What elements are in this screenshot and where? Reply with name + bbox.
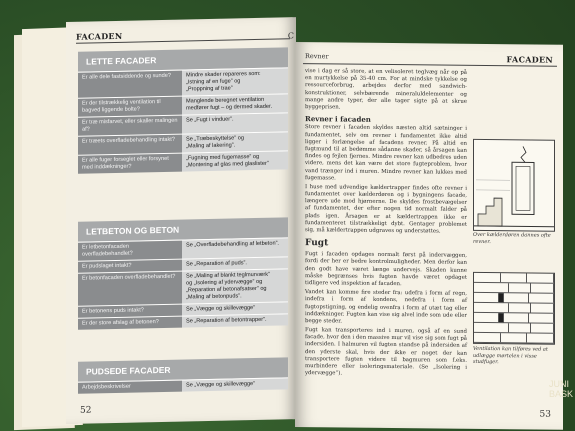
background-text: JUNI BASK [549, 379, 574, 399]
paragraph: I huse med udvendige kældertrapper findes ofte revner i fundamentet over kælderdøren og i bygningens facade, længere ude mod hjørnerne. De skyldes frostbevægelser af fundamentet, der efter nogen tid normalt falder på plads igen. Årsagen er at kældertrappen ikke er fundamenteret tilstrækkeligt dybt. Gentager problemet sig, må kældertrappen udgraves og understøttes. [305, 184, 467, 235]
question-cell: Er træ misfarvet, eller skaller malingen af? [78, 115, 182, 135]
answer-line: Se „Maling af blankt teglmurværk” [186, 271, 270, 280]
text-column [305, 68, 467, 381]
question-cell: Er der store afslag af betonen? [78, 316, 182, 329]
heading-revner: Revner i facaden [305, 114, 371, 124]
answer-line: Se „Reparation af puds”. [186, 260, 247, 268]
answer-cell [182, 132, 288, 152]
answer-cell [182, 302, 288, 315]
intro-paragraph: vise i dag er så store, at en velisoleret teglvæg når op på en murtykkelse på 35-40 cm. For at mindske tykkelse og ressourceforbrug, arbejdes derfor med sandwich-konstruktioner, selvbærende mineraluldelementer og mange andre typer, der alle tager sigte på at skrue byggeprisen. [305, 68, 467, 111]
answer-line: Se „Fugt i vinduer”. [186, 116, 234, 124]
table-body [78, 67, 288, 173]
right-page [295, 42, 563, 430]
answer-cell [182, 113, 288, 133]
answer-line: Se „Træbeskyttelse” og [186, 135, 244, 143]
answer-line: Se „Overfladebehandling af letbeton”. [186, 240, 279, 249]
table-title: PUDSEDE FACADER [78, 357, 288, 381]
basement-door-illustration [473, 139, 555, 232]
question-cell: Er alle fuger forseglet eller forsynet med inddækninger? [78, 153, 182, 173]
answer-line: „Montering af glas med glaslister” [186, 160, 269, 169]
table-title: LETTE FACADER [78, 47, 288, 71]
answer-cell [182, 269, 288, 303]
brick-wall-illustration [473, 272, 555, 345]
answer-cell [182, 238, 288, 258]
answer-line: „Istning af en fuge” og [186, 78, 241, 86]
table-letbeton [78, 217, 288, 329]
left-page-header-fragment: C [287, 31, 294, 41]
answer-line: Se „Reparation af betontrapper”. [186, 316, 267, 325]
answer-line: „Maling af betonpuds”. [186, 293, 242, 301]
answer-line: og „Isolering af ydervægge” og [186, 278, 263, 287]
paragraph: Vandet kan komme fire steder fra: udefra i form af regn, indefra i form af kondens, nedefra i form af fugtopstigning, og endelig ovenfra i form af utæt tag eller inddækninger. Fugten kan vise sig alvel inde som ude eller begge steder. [305, 289, 467, 325]
question-cell: Er der tilstrækkelig ventilation til bagved liggende bolte? [78, 97, 182, 117]
question-cell: Er letbetonfacaden overfladebehandlet? [78, 241, 182, 261]
question-cell: Arbejdsbeskrivelser [78, 381, 182, 394]
answer-line: Se „Vægge og skillevægge” [186, 304, 256, 313]
question-cell: Er pudslaget intakt? [78, 260, 182, 273]
answer-cell [182, 151, 288, 171]
question-cell: Er betonfacaden overfladebehandlet? [78, 272, 182, 306]
table-lette-facader [78, 47, 288, 173]
open-book [28, 10, 558, 430]
answer-cell [182, 257, 288, 270]
page-number: 53 [539, 409, 551, 420]
answer-cell [182, 378, 288, 391]
paragraph: Store revner i facaden skyldes næsten altid sætninger i fundamentet, selv om revner i fundamentet ikke altid ligger i forlængelse af facadens revner. På altid en fugtmund til at bedømme sådanne skader, så årsagen kan findes og fejlen fjernes. Mindre revner kan udbedres uden videre, mens det kan være det store fugteproblem, hvor vand trænger ind i muren. Mindre revner kan lukkes med fugemasse. [305, 124, 467, 182]
question-cell: Er alle dele fastsiddende og sunde? [78, 71, 182, 98]
table-row [78, 67, 288, 97]
left-page-header: FACADEN [76, 30, 123, 42]
figure-caption: Ventilation kan tilføres ved at udlægge mørtelen i visse studfuger. [473, 345, 548, 366]
heading-fugt: Fugt [305, 238, 329, 249]
table-body [78, 237, 288, 329]
question-cell: Er træets overfladebehandling intakt? [78, 134, 182, 154]
left-page [66, 17, 296, 424]
table-pudsede [78, 357, 288, 393]
answer-line: „Reparation af betonafsatser” og [186, 285, 267, 294]
paragraph: Fugt kan transporteres ind i muren, også af en sund facade, hvor den i den massive mur vil vise sig som fugt på indersiden. I halmuren vil fugten standse på indersiden af den yderste skal, hvis der ikke er noget der kan transportere fugten videre til bagmuren som f.eks. murbindere eller isoleringsmateriale. (Se „Isolering i ydervægge”). [305, 327, 467, 377]
answer-line: „Maling af lakering”. [186, 142, 236, 150]
table-title: LETBETON OG BETON [78, 217, 288, 241]
answer-cell [182, 68, 288, 95]
answer-line: Manglende beregnet ventilation medfører fugt – og dermed skader. [186, 96, 273, 112]
right-page-section: Revner [305, 52, 329, 61]
figure-caption: Over kælderdøren dannes ofte revner. [473, 231, 551, 245]
answer-line: „Proppning af trae” [186, 85, 233, 93]
answer-line: „Fugning med fugemasse” og [186, 153, 260, 162]
table-row [78, 268, 288, 305]
paragraph: Fugt i facaden opdages normalt først på indervæggen, fordi der her er bedre kontrolmuligheder. Men derfor kan den godt have været længe undervejs. Skaden kunne måske begrænses hvis fugten havde været opdaget tidligere ved inspektion af facaden. [305, 251, 467, 288]
answer-cell [182, 94, 288, 114]
right-page-header: FACADEN [506, 54, 553, 65]
answer-line: Se „Vægge og skillevægge” [186, 381, 256, 389]
answer-cell [182, 314, 288, 327]
answer-line: Mindre skader repareres som: [186, 70, 261, 79]
question-cell: Er betonens puds intakt? [78, 304, 182, 317]
page-number: 52 [80, 405, 92, 416]
